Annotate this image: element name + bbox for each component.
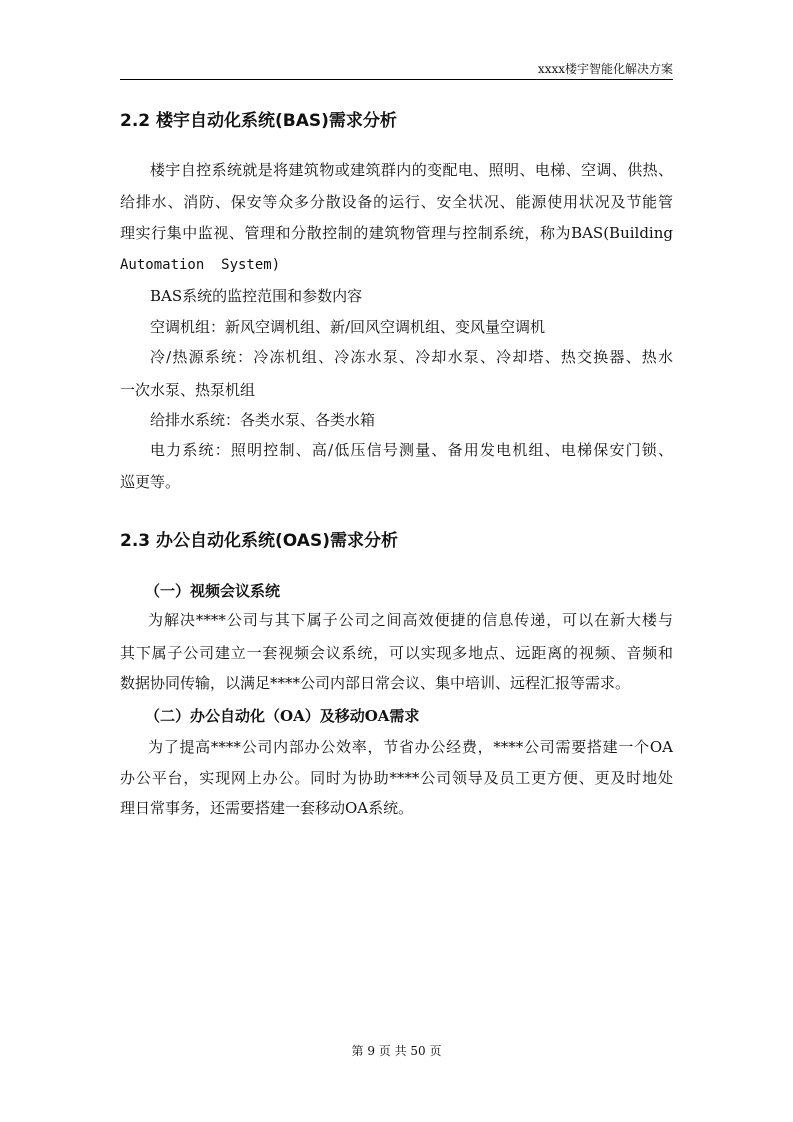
heat-line: 冷/热源系统：冷冻机组、冷冻水泵、冷却水泵、冷却塔、热交换器、热水 [150, 348, 673, 366]
paragraph-line: 理实行集中监视、管理和分散控制的建筑物管理与控制系统，称为BAS(Building [120, 224, 673, 242]
paragraph-line: 为解决****公司与其下属子公司之间高效便捷的信息传递，可以在新大楼与 [148, 611, 673, 629]
paragraph-line: Automation System) [120, 257, 281, 273]
page-header: xxxx楼宇智能化解决方案 [537, 62, 673, 76]
section-heading-2-3: 2.3 办公自动化系统(OAS)需求分析 [120, 531, 398, 551]
header-rule [120, 79, 673, 80]
power-line: 电力系统：照明控制、高/低压信号测量、备用发电机组、电梯保安门锁、 [150, 441, 673, 459]
section-heading-2-2: 2.2 楼宇自动化系统(BAS)需求分析 [120, 111, 397, 131]
subheading-oa: （二）办公自动化（OA）及移动OA需求 [145, 707, 420, 725]
water-line: 给排水系统：各类水泵、各类水箱 [150, 411, 376, 429]
paragraph-line: 楼宇自控系统就是将建筑物或建筑群内的变配电、照明、电梯、空调、供热、 [150, 161, 673, 179]
page-footer: 第 9 页 共 50 页 [351, 1044, 442, 1058]
hvac-line: 空调机组：新风空调机组、新/回风空调机组、变风量空调机 [150, 318, 546, 336]
paragraph-line: 给排水、消防、保安等众多分散设备的运行、安全状况、能源使用状况及节能管 [120, 193, 673, 211]
paragraph-line: 理日常事务，还需要搭建一套移动OA系统。 [120, 799, 414, 817]
scope-title: BAS系统的监控范围和参数内容 [150, 287, 363, 305]
paragraph-line: 为了提高****公司内部办公效率，节省办公经费，****公司需要搭建一个OA [148, 738, 673, 756]
paragraph-line: 办公平台，实现网上办公。同时为协助****公司领导及员工更方便、更及时地处 [120, 769, 673, 787]
heat-line: 一次水泵、热泵机组 [120, 381, 256, 399]
paragraph-line: 其下属子公司建立一套视频会议系统，可以实现多地点、远距离的视频、音频和 [120, 644, 673, 662]
paragraph-line: 数据协同传输，以满足****公司内部日常会议、集中培训、远程汇报等需求。 [120, 674, 631, 692]
power-line: 巡更等。 [120, 473, 181, 491]
subheading-video-conference: （一）视频会议系统 [145, 582, 281, 600]
